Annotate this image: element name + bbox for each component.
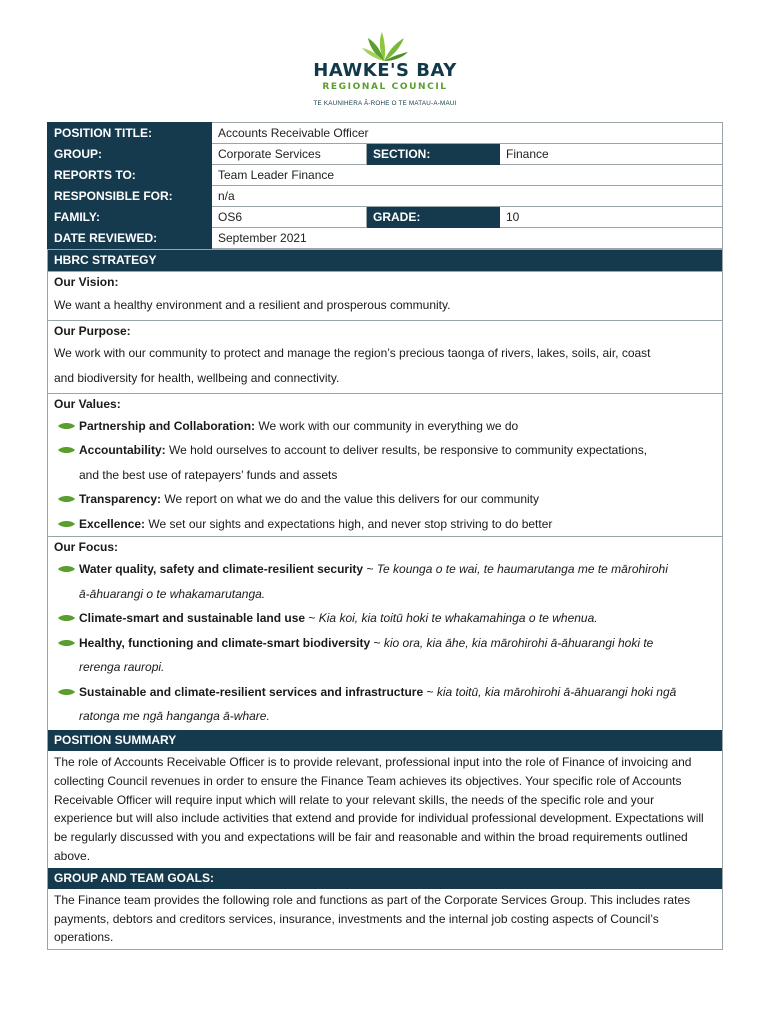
- position-summary-heading: POSITION SUMMARY: [48, 730, 722, 751]
- leaf-bullet-icon: [58, 689, 75, 695]
- focus-tilde: ~: [363, 562, 377, 576]
- family-label: FAMILY:: [48, 207, 212, 228]
- value-title: Accountability:: [79, 443, 166, 457]
- group-value: Corporate Services: [212, 144, 367, 165]
- focus-title: Healthy, functioning and climate-smart biodiversity: [79, 635, 371, 650]
- reports-to-label: REPORTS TO:: [48, 165, 212, 186]
- leaf-logo-icon: [358, 30, 412, 62]
- vision-text: We want a healthy environment and a resilient and prosperous community.: [54, 298, 451, 312]
- list-item: [54, 487, 716, 512]
- section-value: Finance: [500, 144, 723, 165]
- table-row: [48, 144, 723, 165]
- leaf-bullet-icon: [58, 615, 75, 621]
- responsible-for-label: RESPONSIBLE FOR:: [48, 186, 212, 207]
- value-text: We set our sights and expectations high, and never stop striving to do better: [145, 516, 553, 531]
- purpose-heading: Our Purpose:: [54, 324, 131, 338]
- date-reviewed-label: DATE REVIEWED:: [48, 228, 212, 249]
- group-team-goals-text: The Finance team provides the following role and functions as part of the Corporate Services Group. This includes rates payments, debtors and creditors services, insurance, investments and the internal job costing aspects of Council’s operations.: [54, 892, 691, 945]
- focus-title: Water quality, safety and climate-resilient security: [79, 562, 364, 576]
- table-row: [48, 186, 723, 207]
- focus-text-continued: ratonga me ngā hanganga ā-whare.: [79, 709, 270, 723]
- value-text-continued: and the best use of ratepayers’ funds and assets: [79, 467, 338, 482]
- value-text: We hold ourselves to account to deliver results, be responsive to community expectations,: [165, 443, 648, 457]
- responsible-for-value: n/a: [212, 186, 723, 207]
- group-team-goals-heading: GROUP AND TEAM GOALS:: [48, 868, 722, 889]
- strategy-heading: HBRC STRATEGY: [48, 250, 722, 271]
- hbrc-logo: [300, 30, 470, 112]
- focus-section: [48, 536, 722, 730]
- position-title-value: Accounts Receivable Officer: [212, 123, 723, 144]
- family-value: OS6: [212, 207, 367, 228]
- purpose-text-line-1: We work with our community to protect and manage the region’s precious taonga of rivers, lakes, soils, air, coast: [54, 346, 651, 360]
- focus-heading: Our Focus:: [54, 540, 119, 554]
- section-label: SECTION:: [367, 144, 500, 165]
- focus-text-continued: rerenga rauropi.: [79, 660, 165, 674]
- position-info-table: [47, 122, 723, 249]
- brand-maori-name: TE KAUNIHERA Ā-ROHE O TE MATAU-A-MAUI: [313, 100, 457, 107]
- vision-section: [48, 271, 722, 320]
- focus-maori-text: Te kounga o te wai, te haumarutanga me te mārohirohi: [376, 562, 668, 576]
- focus-tilde: ~: [423, 684, 437, 699]
- brand-subtitle: REGIONAL COUNCIL: [322, 82, 448, 92]
- list-item: [54, 606, 716, 631]
- focus-title: Sustainable and climate-resilient services and infrastructure: [79, 684, 424, 699]
- list-item: [54, 414, 716, 439]
- value-text: We report on what we do and the value this delivers for our community: [161, 492, 540, 506]
- leaf-bullet-icon: [58, 496, 75, 502]
- reports-to-value: Team Leader Finance: [212, 165, 723, 186]
- date-reviewed-value: September 2021: [212, 228, 723, 249]
- group-label: GROUP:: [48, 144, 212, 165]
- focus-maori-text: kio ora, kia āhe, kia mārohirohi ā-āhuarangi hoki te: [383, 635, 654, 650]
- list-item: [54, 631, 716, 656]
- leaf-bullet-icon: [58, 640, 75, 646]
- value-title: Transparency:: [79, 492, 162, 506]
- leaf-bullet-icon: [58, 566, 75, 572]
- value-title: Partnership and Collaboration:: [79, 418, 256, 433]
- grade-label: GRADE:: [367, 207, 500, 228]
- vision-heading: Our Vision:: [54, 275, 119, 289]
- focus-text-continued: ā-āhuarangi o te whakamarutanga.: [79, 586, 266, 601]
- focus-maori-text: Kia koi, kia toitū hoki te whakamahinga o te whenua.: [318, 611, 598, 625]
- list-item: [54, 512, 716, 537]
- table-row: [48, 228, 723, 249]
- focus-maori-text: kia toitū, kia mārohirohi ā-āhuarangi hoki ngā: [436, 684, 677, 699]
- values-heading: Our Values:: [54, 396, 121, 411]
- focus-tilde: ~: [370, 635, 384, 650]
- focus-tilde: ~: [305, 611, 319, 625]
- table-row: [48, 123, 723, 144]
- leaf-bullet-icon: [58, 447, 75, 453]
- grade-value: 10: [500, 207, 723, 228]
- brand-name: HAWKE'S BAY: [313, 60, 457, 81]
- leaf-bullet-icon: [58, 423, 75, 429]
- purpose-section: [48, 320, 722, 393]
- position-summary-text: The role of Accounts Receivable Officer is to provide relevant, professional input into the role of Finance of invoicing and collecting Council revenues in order to ensure the Finance Team achieves its objectives. Your specific role of Accounts Receivable Officer will require input which will relate to your relevant skills, the needs of the specific role and your experience but will also include activities that extend and provide for individual professional development. Expectations will be regularly discussed with you and expectations will be fair and reasonable and within the broad requirements outlined above.: [54, 755, 704, 863]
- table-row: [48, 165, 723, 186]
- value-title: Excellence:: [79, 516, 146, 531]
- value-text: We work with our community in everything we do: [255, 418, 519, 433]
- leaf-bullet-icon: [58, 521, 75, 527]
- position-title-label: POSITION TITLE:: [48, 123, 212, 144]
- focus-title: Climate-smart and sustainable land use: [79, 611, 306, 625]
- position-description-body: [47, 249, 723, 950]
- list-item: [54, 557, 716, 582]
- table-row: [48, 207, 723, 228]
- values-section: [48, 393, 722, 537]
- list-item: [54, 438, 716, 463]
- purpose-text-line-2: and biodiversity for health, wellbeing and connectivity.: [54, 370, 340, 385]
- list-item: [54, 680, 716, 705]
